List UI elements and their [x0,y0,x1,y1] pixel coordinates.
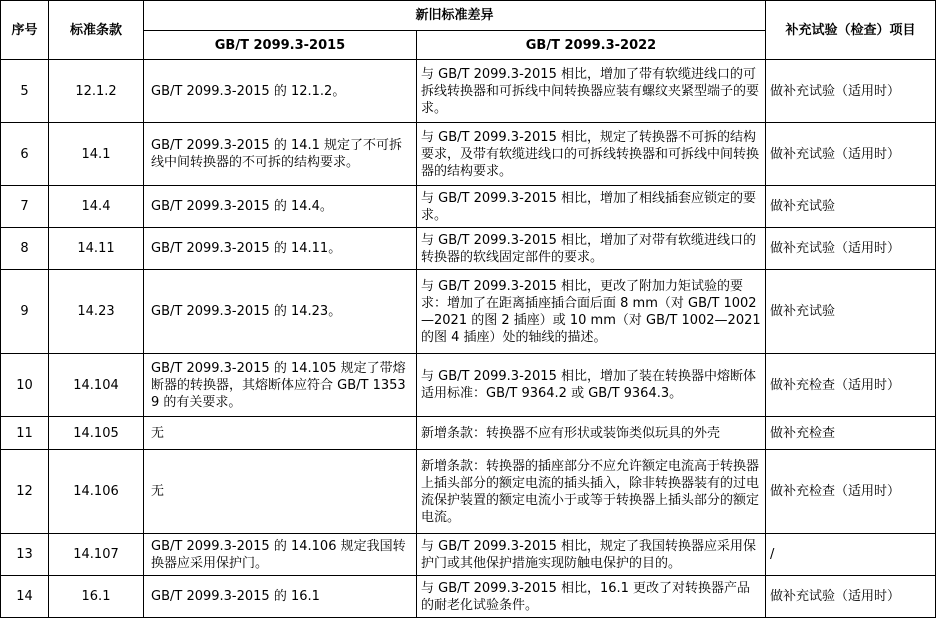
header-supplement: 补充试验（检查）项目 [766,1,936,60]
header-diff-group: 新旧标准差异 [144,1,766,31]
table-row [1,123,936,186]
row-old-standard: 无 [144,450,417,534]
row-seq: 12 [1,450,49,534]
row-clause: 14.11 [49,228,144,270]
row-seq: 8 [1,228,49,270]
table-row [1,534,936,576]
row-supplement: 做补充试验（适用时） [766,228,936,270]
row-clause: 12.1.2 [49,60,144,123]
header-seq: 序号 [1,1,49,60]
row-new-standard: 与 GB/T 2099.3-2015 相比，增加了相线插套应锁定的要求。 [417,186,766,228]
row-new-standard: 与 GB/T 2099.3-2015 相比，16.1 更改了对转换器产品的耐老化试验条件。 [417,576,766,618]
row-old-standard: GB/T 2099.3-2015 的 14.105 规定了带熔断器的转换器，其熔断体应符合 GB/T 13539 的有关要求。 [144,354,417,417]
table-row [1,417,936,450]
row-supplement: 做补充试验（适用时） [766,60,936,123]
table-row [1,270,936,354]
row-new-standard: 新增条款：转换器不应有形状或装饰类似玩具的外壳 [417,417,766,450]
row-old-standard: GB/T 2099.3-2015 的 12.1.2。 [144,60,417,123]
row-seq: 9 [1,270,49,354]
row-clause: 14.106 [49,450,144,534]
table-row [1,60,936,123]
row-seq: 14 [1,576,49,618]
row-old-standard: GB/T 2099.3-2015 的 14.11。 [144,228,417,270]
row-supplement: 做补充试验（适用时） [766,123,936,186]
row-seq: 10 [1,354,49,417]
table-header [1,1,936,60]
row-new-standard: 与 GB/T 2099.3-2015 相比，增加了带有软缆进线口的可拆线转换器和可拆线中间转换器应装有螺纹夹紧型端子的要求。 [417,60,766,123]
row-new-standard: 与 GB/T 2099.3-2015 相比，更改了附加力矩试验的要求：增加了在距离插座插合面后面 8 mm（对 GB/T 1002—2021 的图 2 插座）或 10 mm（对 GB/T 1002—2021 的图 4 插座）处的轴线的描述。 [417,270,766,354]
table-row [1,186,936,228]
row-new-standard: 与 GB/T 2099.3-2015 相比，增加了装在转换器中熔断体适用标准：GB/T 9364.2 或 GB/T 9364.3。 [417,354,766,417]
row-supplement: / [766,534,936,576]
row-clause: 14.23 [49,270,144,354]
header-old-standard: GB/T 2099.3-2015 [144,31,417,60]
row-new-standard: 与 GB/T 2099.3-2015 相比，规定了转换器不可拆的结构要求，及带有软缆进线口的可拆线转换器和可拆线中间转换器的结构要求。 [417,123,766,186]
row-old-standard: GB/T 2099.3-2015 的 16.1 [144,576,417,618]
row-supplement: 做补充检查 [766,417,936,450]
row-supplement: 做补充试验 [766,270,936,354]
row-supplement: 做补充检查（适用时） [766,354,936,417]
table-row [1,450,936,534]
row-old-standard: GB/T 2099.3-2015 的 14.23。 [144,270,417,354]
row-supplement: 做补充试验 [766,186,936,228]
table-row [1,228,936,270]
row-old-standard: GB/T 2099.3-2015 的 14.1 规定了不可拆线中间转换器的不可拆的结构要求。 [144,123,417,186]
row-clause: 16.1 [49,576,144,618]
row-seq: 5 [1,60,49,123]
row-seq: 7 [1,186,49,228]
row-new-standard: 新增条款：转换器的插座部分不应允许额定电流高于转换器上插头部分的额定电流的插头插入，除非转换器装有的过电流保护装置的额定电流小于或等于转换器上插头部分的额定电流。 [417,450,766,534]
table-row [1,576,936,618]
table-row [1,354,936,417]
row-clause: 14.107 [49,534,144,576]
row-supplement: 做补充试验（适用时） [766,576,936,618]
row-old-standard: 无 [144,417,417,450]
row-clause: 14.4 [49,186,144,228]
row-supplement: 做补充检查（适用时） [766,450,936,534]
row-seq: 11 [1,417,49,450]
row-clause: 14.104 [49,354,144,417]
row-seq: 13 [1,534,49,576]
row-seq: 6 [1,123,49,186]
row-new-standard: 与 GB/T 2099.3-2015 相比，规定了我国转换器应采用保护门或其他保护措施实现防触电保护的目的。 [417,534,766,576]
row-clause: 14.105 [49,417,144,450]
row-old-standard: GB/T 2099.3-2015 的 14.4。 [144,186,417,228]
row-old-standard: GB/T 2099.3-2015 的 14.106 规定我国转换器应采用保护门。 [144,534,417,576]
header-new-standard: GB/T 2099.3-2022 [417,31,766,60]
row-new-standard: 与 GB/T 2099.3-2015 相比，增加了对带有软缆进线口的转换器的软线固定部件的要求。 [417,228,766,270]
row-clause: 14.1 [49,123,144,186]
header-clause: 标准条款 [49,1,144,60]
